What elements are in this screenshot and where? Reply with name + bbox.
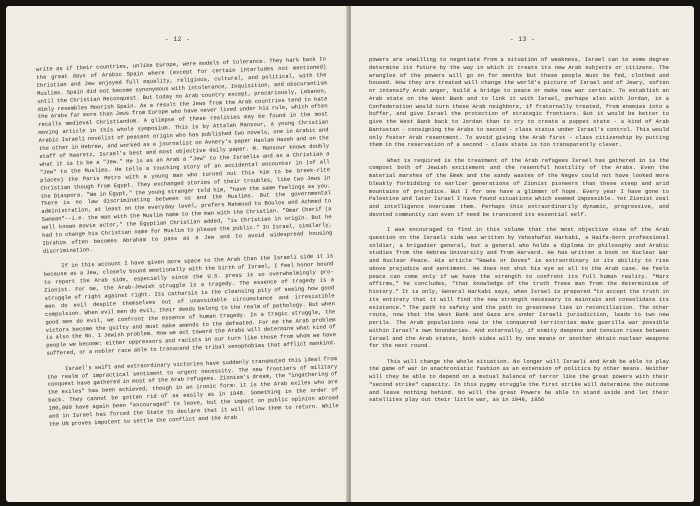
paragraph: powers are unwilling to negotiate from a situation of weakness, Israel can to some degree determine its future by the way in which it treats its new Arab subjects or citizens. The wrangles of the powers will go on for months but these people must be fed, clothed and housed. How they are treated will change the world's picture of Israel and of Jewry, soften or intensify Arab anger, build a bridge to peace or make new war certain. To establish an Arab state on the West Bank and to link it with Israel, perhaps also with Jordan, in a Confederation would turn these Arab neighbors, if fraternally treated, from enemies into a buffer, and give Israel the protection of strategic frontiers. But it would be better to give the West Bank back to Jordan than to try to create a puppet state - a kind of Arab Bantustan - consigning the Arabs to second - class status under Israel's control. This would only foster Arab resentment. To avoid giving the Arab first - class citizenship by putting them in the reservation of a second - class state is too transparently clever.	[369, 56, 669, 149]
paragraph: What is required is the treatment of the Arab refugees Israel has gathered in is the compost both of Jewish excitement and the resentful hostility of the Arabs. Even the material marshes of the Emek and the sandy wastes of the Negev could not have looked more bleakly forbidding to earlier generations of Zionist pioneers than these steep and arid mountains of prejudice. But I for one have a glimmer of hope. Every year I have gone to Palestine and later Israel I have found situations which seemed impossible. Yet Zionist zeal and intelligence overcame them. Perhaps this extraordinarily dynamic, progressive, and devoted community can even if need be transcend its essential self.	[369, 156, 669, 218]
right-page-body	[369, 56, 669, 412]
left-page-number: - 12 -	[164, 36, 191, 43]
left-page	[6, 6, 349, 502]
paragraph: I was encouraged to find in this volume that the most objective view of the Arab question on the Israeli side was written by Yehoshafat Harkabi, a Haifa-born professional soldier, a brigadier general, but a general who holds a diploma in philosophy and Arabic studies from the Hebrew University and from Harvard. He has written a book on Nuclear War and Nuclear Peace. His article "Hawks or Doves" is extraordinary in its ability to rise above prejudice and sentiment. He does not shut his eye at all to the Arab case. He feels peace can come only if we have the strength to confront its full human reality. "Marx affirms," he concludes, "that knowledge of the truth frees man from the determinism of history." It is only, General Harkabi says, when Israel is prepared "to accept the truth in its entirety that it will find the new strength necessary to maintain and consolidate its existence." The path to safety and the path to greatness lies in reconciliation. The other route, now that the West Bank and Gaza are under Israeli jurisdiction, leads to two new perils. The Arab populations now in the conquered territories make guerilla war possible within Israel's own boundaries. And externally, if enmity deepens and tension rises between Israel and the Arab states, both sides will by one means or another obtain nuclear weapons for the next round.	[369, 226, 669, 350]
paragraph: If in this account I have given more space to the Arab than the Israeli side it is because as a Jew, closely bound emotionally with the birth of Israel, I feel honor bound to report the Arab side, especially since the U.S. press is so overwhelmingly pro-Zionist. For me, the Arab-Jewish struggle is a tragedy. The essence of tragedy is a struggle of right against right. Its catharsis is the cleansing pity of seeing how good men do evil despite themselves out of unavoidable circumstance and irresistible compulsion. When evil men do evil, their deeds belong to the realm of pathology. But when good men do evil, we confront the essence of human tragedy. In a tragic struggle, the victors become the guilty and must make amends to the defeated. For me the Arab problem is also the No. 1 Jewish problem. How we act toward the Arabs will determine what kind of people we become: either oppressors and racists in our turn like those from whom we have suffered, or a nobler race able to transcend the tribal xenophobias that afflict mankind.	[43, 252, 337, 358]
left-page-body	[36, 55, 339, 436]
right-page-number: - 13 -	[509, 36, 536, 43]
paragraph: This will change the whole situation. No longer will Israeli and Arab be able to play the game of war in anachronistic fashion as an extension of politics by other means. Neither will they be able to depend on a mutual balance of terror like the great powers with their "second strike" capacity. In this pygmy struggle the first strike will determine the outcome and leave nothing behind. No will the great Powers be able to stand aside and let their satellites play out their little war, as in 1948, 1956	[369, 357, 669, 404]
right-page	[351, 6, 694, 502]
paragraph: Israel's swift and extraordinary victories have suddenly transmuted this ideal from the realm of impractical sentiment to urgent necessity. The new frontiers of military conquest have gathered in most of the Arab refugees. Zionism's dream, the "ingathering of the exiles" has been achieved, though in an ironic form: it is the Arab exiles who are back. They cannot be gotten rid of as easily as in 1948. Something in the order of 100,000 have again been "encouraged" to leave, but the impact on public opinion abroad and in Israel has forced the State to declare that it will allow them to return. While the UN proves impotent to settle the conflict and the Arab	[47, 354, 339, 428]
paragraph: write as if their countries, unlike Europe, were models of tolerance. They hark back to the great days of Arabic Spain where (except for certain interludes not mentioned) Christian and Jew enjoyed full equality, religious, cultural, and political, with the Muslims. Spain did not become synonymous with intolerance, Inquisition, and obscurantism until the Christian Reconquest. But today no Arab country except, precariously, Lebanon, dimly resembles Moorish Spain. As a result the Jews from the Arab countries tend to hate the Arabs far more than Jews from Europe who have never lived under his rule, which often recalls medieval Christiandom. A glimpse of these realities may be found in the most moving article in this whole symposium. This is by Attalah Mansour, a young Christian Arabic Israeli novelist of peasant origin who has published two novels, one in Arabic and the other in Hebrew, and worked as a journalist on Avnery's paper Haolam Hazeh and on the staff of Haaretz, Israel's best and most objective daily paper. M. Mansour knows doubly what it is to be a "Jew." He is as an Arab a "Jew" to the Israelis and as a Christian a "Jew" to the Muslims. He tells a touching story of an accidental encounter in (of all places) the Paris Metro with a young man who turned out this him to be Greek-rite Christian though from Egypt. They exchanged stories of their troubles, like two Jews in the Diaspora. "We in Egypt," the young stranger told him, "have the same feelings as you. There is no law discriminating between us and the Muslims. But the governmental administration, at least on the everyday level, prefers Mahmoud to Boulos and Achmed to Samaan"--i.e. the man with the Muslim name to the man with the Christian. "Omar Cherif (a well known movie actor," the Egyptian Christian added, "is Christian in origin. But he had to change his Christian name for Muslim to please the public." In Israel, similarly, Ibrahim often becomes Abraham to pass as a Jew and to avoid widespread housing discrimination.	[36, 55, 333, 255]
